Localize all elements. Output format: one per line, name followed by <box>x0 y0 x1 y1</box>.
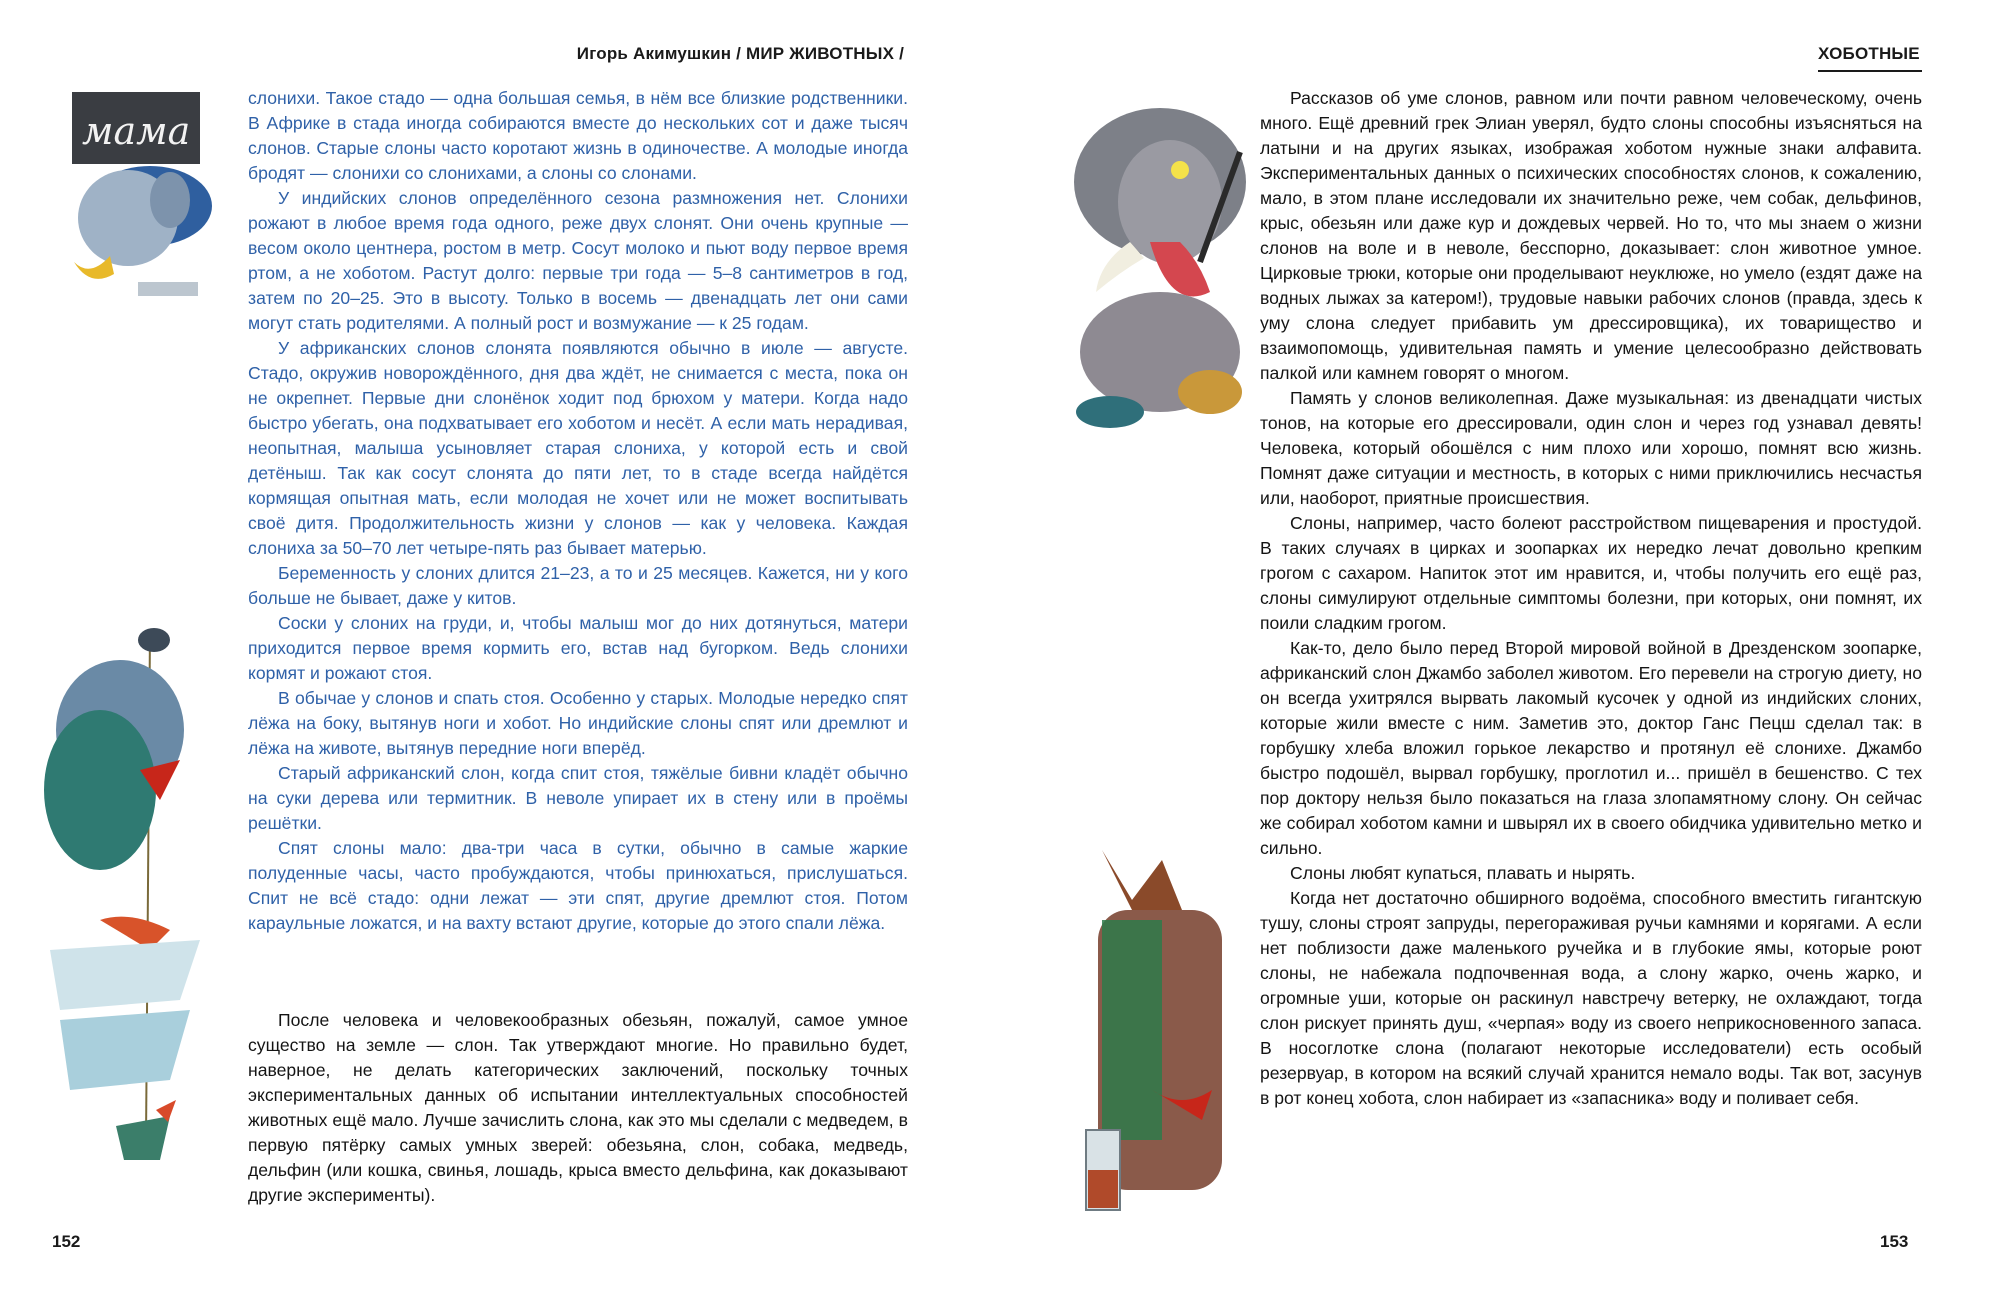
waves-deep <box>60 1010 190 1090</box>
elephant-foot-shadow <box>1076 396 1144 428</box>
bird-shape <box>74 256 114 279</box>
blackboard-word: мама <box>82 109 191 153</box>
elephant-blackboard-illustration <box>50 88 230 300</box>
waves <box>50 940 200 1010</box>
paragraph: У индийских слонов определённого сезона размножения нет. Слонихи рожают в любое время года одного, реже двух слонят. Они очень крупные — весом около центнера, ростом в метр. Сосут молоко и пьют воду первое время ртом, а не хоботом. Растут долго: первые три года — 5–8 сантиметров в год, затем по 20–25. Это в высоту. Только в восемь — двенадцать лет они сами могут стать родителями. А полный рост и возмужание — к 25 годам. <box>248 188 908 333</box>
paragraph: Как-то, дело было перед Второй мировой войной в Дрезденском зоопарке, африканский слон Джамбо заболел животом. Его перевели на строгую диету, но он всегда ухитрялся вырвать лакомый кусочек у одной из индийских слоних, которые жили вместе с ним. Заметив это, доктор Ганс Пецш сделал так: в горбушку хлеба вложил горькое лекарство и протянул её слонихе. Джамбо быстро подошёл, вырвал горбушку, проглотил и... пришёл в бешенство. С тех пор доктору нельзя было показаться на глаза злопамятному слону. Он сейчас же собирал хоботом камни и швырял их в своего обидчика удивительно метко и сильно. <box>1260 638 1922 858</box>
elephant-eye <box>1171 161 1189 179</box>
paragraph: Слоны любят купаться, плавать и нырять. <box>1290 863 1636 883</box>
paragraph: Память у слонов великолепная. Даже музыкальная: из двенадцати чистых тонов, на которые его дрессировали, один слон и через год узнавал девять! Человека, который обошёлся с ним плохо или хорошо, помнят всю жизнь. Помнят даже ситуации и местность, в которых с ними приключились несчастья или, наоборот, приятные происшествия. <box>1260 388 1922 508</box>
small-boat <box>116 1116 170 1160</box>
paragraph: Когда нет достаточно обширного водоёма, способного вместить гигантскую тушу, слоны строят запруды, перегораживая ручьи камнями и корягами. А если нет поблизости даже маленького ручейка и в глубокие ямы, которые роют слоны, не набежала подпочвенная вода, а слону жарко, очень жарко, и огромные уши, которые он раскинул навстречу ветерку, не охлаждают, тогда слон рискует принять душ, «черпая» воду из своего неприкосновенного запаса. В носоглотке слона (полагают некоторые исследователи) есть особый резервуар, в котором на всякий случай хранится немало воды. Так вот, засунув в рот конец хобота, слон набирает из «запасника» воду и поливает себя. <box>1260 888 1922 1108</box>
elephant-pipe-illustration <box>1060 92 1260 432</box>
top-bird <box>138 628 170 652</box>
right-text <box>1260 86 1922 1111</box>
elephant-rope-illustration <box>40 620 210 1180</box>
ground-strip <box>138 282 198 296</box>
grog-liquid <box>1088 1170 1118 1208</box>
elephant-scarf-illustration <box>1072 840 1252 1230</box>
paragraph: Соски у слоних на груди, и, чтобы малыш мог до них дотянуться, матери приходится первое время кормить его, встав над бугорком. Ведь слонихи кормят и рожают стоя. <box>248 613 908 683</box>
running-head-rule <box>1818 70 1922 72</box>
paragraph: В обычае у слонов и спать стоя. Особенно у старых. Молодые нередко спят лёжа на боку, вытянув ноги и хобот. Но индийские слоны спят или дремлют и лёжа на животе, вытянув передние ноги вперёд. <box>248 688 908 758</box>
paragraph: Старый африканский слон, когда спит стоя, тяжёлые бивни кладёт обычно на суки дерева или термитник. В неволе упирает их в стену или в проёмы решётки. <box>248 763 908 833</box>
paragraph: Спят слоны мало: два-три часа в сутки, обычно в самые жаркие полуденные часы, часто пробуждаются, чтобы принюхаться, прислушаться. Спит не всё стадо: одни лежат — эти спят, другие дремлют стоя. Потом караульные ложатся, и на вахту встают другие, которые до этого спали лёжа. <box>248 838 908 933</box>
right-running-head: ХОБОТНЫЕ <box>1818 44 1920 63</box>
left-running-head: Игорь Акимушкин / МИР ЖИВОТНЫХ / <box>576 44 904 63</box>
left-blue-text <box>248 86 908 936</box>
paragraph: слонихи. Такое стадо — одна большая семья, в нём все близкие родственники. В Африке в стада иногда собираются вместе до нескольких сот и даже тысяч слонов. Старые слоны часто коротают жизнь в одиночестве. А молодые иногда бродят — слониxи со слонихами, а слоны со слонами. <box>248 88 908 183</box>
plaid-scarf <box>1102 920 1162 1140</box>
right-page-number: 153 <box>1880 1232 1909 1251</box>
paragraph: Слоны, например, часто болеют расстройством пищеварения и простудой. В таких случаях в цирках и зоопарках их нередко лечат довольно крепким грогом с сахаром. Напиток этот им нравится, и, чтобы получить его ещё раз, слоны симулируют отдельные симптомы болезни, при которых, они помнят, их поили сладким грогом. <box>1260 513 1922 633</box>
elephant-foot <box>1178 370 1242 414</box>
paragraph: Беременность у слоних длится 21–23, а то и 25 месяцев. Кажется, ни у кого больше не бывает, даже у китов. <box>248 563 908 608</box>
paragraph: У африканских слонов слонята появляются обычно в июле — августе. Стадо, окружив новорождённого, дня два ждёт, не снимается с места, пока он не окрепнет. Первые дни слонёнок ходит под брюхом у матери. Когда надо быстро убегать, она подхватывает его хоботом и несёт. А если мать нерадивая, неопытная, малыша усыновляет старая слониха, у которой есть и свой детёныш. Так как сосут слонята до пяти лет, то в стаде всегда найдётся кормящая опытная мать, если молодая не хочет или не может воспитывать своё дитя. Продолжительность жизни у слонов — как у человека. Каждая слониха за 50–70 лет четыре-пять раз бывает матерью. <box>248 338 908 558</box>
elephant-ear <box>44 710 156 870</box>
left-page-number: 152 <box>52 1232 81 1251</box>
paragraph: После человека и человекообразных обезьян, пожалуй, самое умное существо на земле — слон. Так утверждают многие. Но правильно будет, наверное, не делать категорических заключений, поскольку точных экспериментальных данных об испытании интеллектуальных способностей животных ещё мало. Лучше зачислить слона, как это мы сделали с медведем, в первую пятёрку самых умных зверей: обезьяна, слон, собака, медведь, дельфин (или кошка, свинья, лошадь, крыса вместо дельфина, как доказывают другие эксперименты). <box>248 1010 908 1205</box>
paragraph: Рассказов об уме слонов, равном или почти равном человеческому, очень много. Ещё древний грек Элиан уверял, будто слоны способны изъясняться на латыни и на других языках, изображая хоботом нужные знаки алфавита. Экспериментальных данных о психических способностях слонов, к сожалению, мало, в этом плане исследовали их значительно реже, чем собак, дельфинов, крыс, обезьян или даже кур и дождевых червей. Но то, что мы знаем о жизни слонов на воле и в неволе, бесспорно, доказывает: слон животное умное. Цирковые трюки, которые они проделывают неуклюже, но умело (ездят даже на водных лыжах за катером!), трудовые навыки рабочих слонов (правда, здесь к уму слона следует прибавить ум дрессировщика), их товарищество и взаимопомощь, удивительная память и умение целесообразно действовать палкой или камнем говорят о многом. <box>1260 88 1922 383</box>
elephant-head <box>150 172 190 228</box>
left-black-text <box>248 1008 908 1208</box>
